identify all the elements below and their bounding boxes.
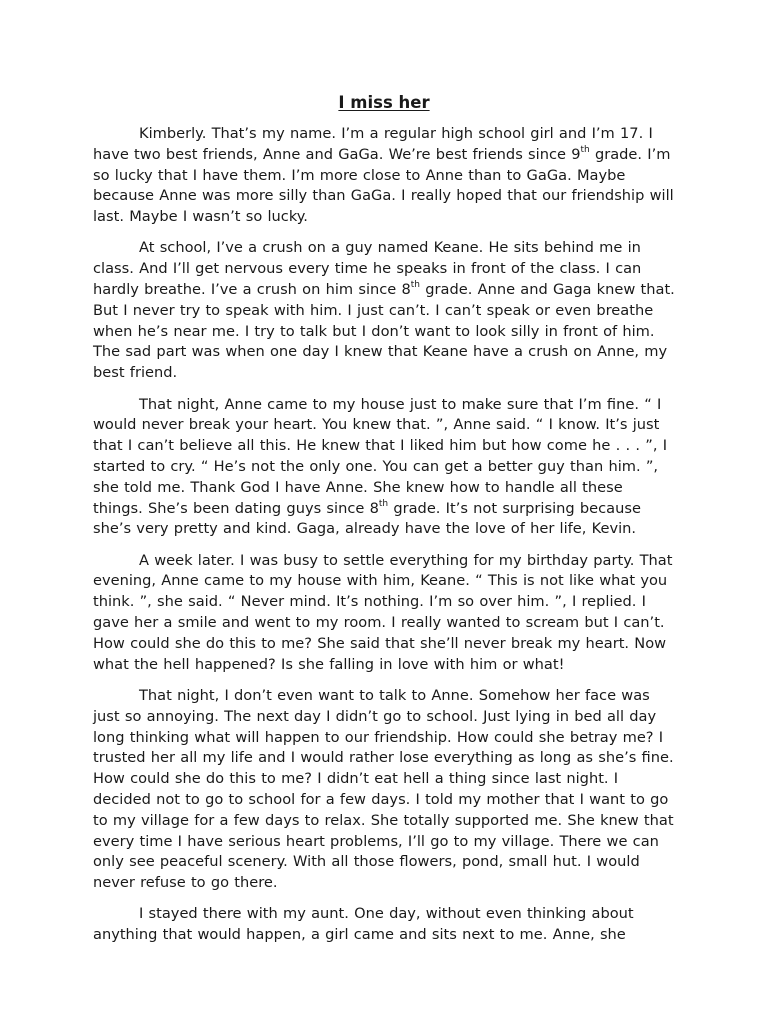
paragraph-text: That night, I don’t even want to talk to Anne. Somehow her face was just so annoying. The next day I didn’t go to school. Just lying in bed all day long thinking what will happen to our friendship. How could she betray me? I trusted her all my life and I would rather lose everything as long as she’s fine. How could she do this to me? I didn’t eat hell a thing since last night. I decided not to go to school for a few days. I told my mother that I want to go to my village for a few days to relax. She totally supported me. She knew that every time I have serious heart problems, I’ll go to my village. There we can only see peaceful scenery. With all those flowers, pond, small hut. I would never refuse to go there. xyxy=(93,686,674,892)
document-body xyxy=(93,124,677,956)
paragraph-text: Kimberly. That’s my name. I’m a regular high school girl and I’m 17. I have two best friends, Anne and GaGa. We’re best friends since 9 xyxy=(93,125,653,163)
paragraph-text: I stayed there with my aunt. One day, without even thinking about anything that would happen, a girl came and sits next to me. Anne, she xyxy=(93,905,634,944)
ordinal-superscript: th xyxy=(580,144,590,155)
paragraph xyxy=(93,395,677,541)
document-title: I miss her xyxy=(338,93,430,112)
paragraph xyxy=(93,686,677,894)
paragraph-text: grade. I’m so lucky that I have them. I’m more close to Anne than to GaGa. Maybe because Anne was more silly than GaGa. I really hoped that our friendship will last. Maybe I wasn’t so lucky. xyxy=(93,145,674,226)
paragraph-text: At school, I’ve a crush on a guy named Keane. He sits behind me in class. And I’ll get nervous every time he speaks in front of the class. I can hardly breathe. I’ve a crush on him since 8 xyxy=(93,239,642,299)
ordinal-superscript: th xyxy=(378,498,389,509)
paragraph xyxy=(93,551,677,676)
paragraph-text: grade. It’s not surprising because she’s very pretty and kind. Gaga, already have the love of her life, Kevin. xyxy=(93,499,641,538)
ordinal-superscript: th xyxy=(410,280,421,291)
paragraph xyxy=(93,124,677,228)
paragraph-text: A week later. I was busy to settle everything for my birthday party. That evening, Anne came to my house with him, Keane. “ This is not like what you think. ”, she said. “ Never mind. It’s nothing. I’m so over him. ”, I replied. I gave her a smile and went to my room. I really wanted to scream but I can’t. How could she do this to me? She said that she’ll never break my heart. Now what the hell happened? Is she falling in love with him or what! xyxy=(93,551,673,673)
paragraph xyxy=(93,238,677,384)
paragraph-text: grade. Anne and Gaga knew that. But I never try to speak with him. I just can’t. I can’t speak or even breathe when he’s near me. I try to talk but I don’t want to look silly in front of him. The sad part was when one day I knew that Keane have a crush on Anne, my best friend. xyxy=(93,281,675,382)
paragraph xyxy=(93,904,677,946)
paragraph-text: That night, Anne came to my house just to make sure that I’m fine. “ I would never break your heart. You knew that. ”, Anne said. “ I know. It’s just that I can’t believe all this. He knew that I liked him but how come he . . . ”, I started to cry. “ He’s not the only one. You can get a better guy than him. ”, she told me. Thank God I have Anne. She knew how to handle all these things. She’s been dating guys since 8 xyxy=(93,395,668,517)
